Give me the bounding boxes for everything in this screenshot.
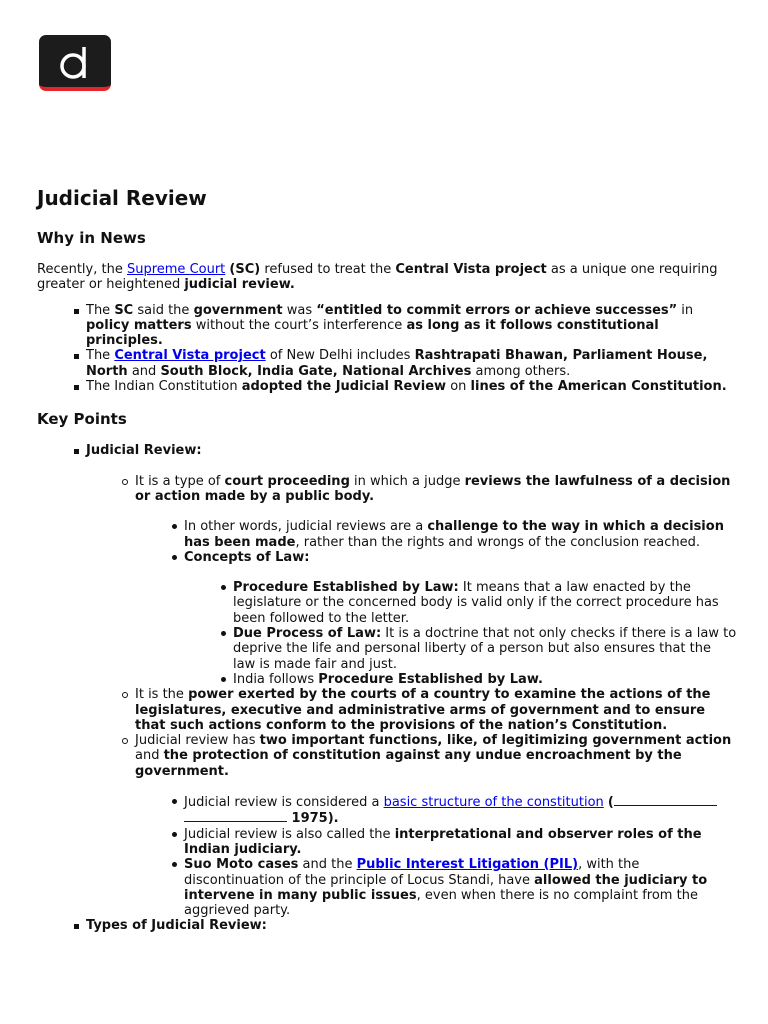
bold-text: two important functions, like, of legitimizing government action <box>259 733 732 749</box>
bold-text: power exerted by the courts of a country to examine the actions of the legislatures, executive and administrative arms of government and to ensure that such actions conform to the provisions of the nation’s Constitution. <box>135 687 711 733</box>
section-heading-key-points: Key Points <box>37 410 127 429</box>
judicial-review-sublist <box>86 474 737 919</box>
list-item <box>184 827 737 858</box>
page-title: Judicial Review <box>37 186 207 210</box>
bold-text: the protection of constitution against any undue encroachment by the government. <box>135 748 682 779</box>
concepts-of-law-list <box>184 580 737 687</box>
list-item <box>184 519 737 550</box>
bold-text: Suo Moto cases <box>184 857 299 873</box>
text: India follows <box>233 671 319 687</box>
bold-text: Concepts of Law: <box>184 549 310 565</box>
intro-paragraph <box>37 262 737 293</box>
text: and <box>127 363 161 379</box>
site-logo[interactable] <box>39 35 111 91</box>
bold-text: Due Process of Law: <box>233 626 382 642</box>
bold-text: government <box>193 302 283 318</box>
bold-text: “entitled to commit errors or achieve successes” <box>316 302 678 318</box>
text: It means that a law enacted by the legislature or the concerned body is valid only if the correct procedure has been followed to the letter. <box>233 580 719 626</box>
text: The <box>86 302 115 318</box>
spacer <box>135 504 737 519</box>
text: was <box>282 302 317 318</box>
bold-text: SC <box>114 302 134 318</box>
bold-text: policy matters <box>86 317 192 333</box>
text: in which a judge <box>349 473 465 489</box>
text: on <box>446 379 471 395</box>
bold-text: Types of Judicial Review: <box>86 918 267 934</box>
case-name-blank-link[interactable] <box>614 794 717 806</box>
case-name-blank-link-2[interactable] <box>184 810 287 822</box>
text: as a unique one requiring greater or heightened <box>37 262 718 293</box>
bold-text: Rashtrapati Bhawan, Parliament House, North <box>86 348 708 379</box>
text: refused to treat the <box>260 262 396 277</box>
text: Judicial review has <box>135 733 260 749</box>
why-in-news-list <box>37 303 737 395</box>
article <box>37 184 737 934</box>
text: , rather than the rights and wrongs of the conclusion reached. <box>295 534 701 550</box>
text: It is the <box>135 687 189 703</box>
spacer <box>184 565 737 580</box>
bold-text: 1975). <box>287 811 339 827</box>
bold-text: adopted the Judicial Review <box>241 379 447 395</box>
bold-text: allowed the judiciary to intervene in many public issues <box>184 872 708 903</box>
nested-list <box>135 794 737 918</box>
bold-text: challenge to the way in which a decision has been made <box>184 519 724 550</box>
text: The Indian Constitution <box>86 379 242 395</box>
spacer <box>135 779 737 794</box>
bold-text: Procedure Established by Law. <box>318 671 543 687</box>
list-item <box>233 626 737 672</box>
text: without the court’s interference <box>191 317 407 333</box>
text: Judicial review is considered a <box>184 795 384 811</box>
text: , even when there is no complaint from the aggrieved party. <box>184 887 698 919</box>
bold-text: South Block, India Gate, National Archives <box>160 363 472 379</box>
link-text: Central Vista project <box>114 348 266 364</box>
list-item <box>135 474 737 688</box>
text: and <box>135 748 164 764</box>
bold-text: (SC) <box>229 262 261 277</box>
bold-text: Procedure Established by Law: <box>233 580 459 596</box>
bold-text: as long as it follows constitutional principles. <box>86 317 659 349</box>
list-item <box>86 379 737 394</box>
list-item <box>233 672 737 687</box>
supreme-court-link[interactable]: Supreme Court <box>126 262 226 277</box>
text: in <box>677 302 694 318</box>
list-item <box>184 550 737 687</box>
list-item <box>86 918 737 933</box>
text: In other words, judicial reviews are a <box>184 519 428 535</box>
text: The <box>86 348 115 364</box>
bold-text: judicial review. <box>184 277 295 293</box>
bold-text: reviews the lawfulness of a decision or action made by a public body. <box>135 473 731 504</box>
basic-structure-link[interactable]: basic structure of the constitution <box>383 795 604 811</box>
nested-list <box>135 519 737 687</box>
text: It is a doctrine that not only checks if there is a law to deprive the life and personal liberty of a person but also ensures that the law is made fair and just. <box>233 626 737 672</box>
list-item <box>184 857 737 918</box>
spacer <box>86 459 737 474</box>
list-item <box>86 348 737 379</box>
text: Recently, the <box>37 262 127 277</box>
bold-text: ( <box>607 795 614 811</box>
list-item <box>135 733 737 918</box>
text: , with the discontinuation of the principle of Locus Standi, have <box>184 857 640 888</box>
bold-text: Judicial Review: <box>86 443 202 459</box>
list-item <box>86 443 737 918</box>
text: among others. <box>471 363 571 379</box>
bold-text: lines of the American Constitution. <box>470 379 727 395</box>
pil-link[interactable] <box>357 857 578 872</box>
bold-text: interpretational and observer roles of the Indian judiciary. <box>184 826 702 857</box>
list-item <box>233 580 737 626</box>
link-text: Public Interest Litigation (PIL) <box>356 857 579 873</box>
key-points-list <box>37 443 737 933</box>
text: said the <box>133 302 194 318</box>
bold-text: court proceeding <box>224 473 350 489</box>
bold-text: Central Vista project <box>395 262 547 277</box>
text: of New Delhi includes <box>265 348 415 364</box>
central-vista-link[interactable] <box>114 348 265 363</box>
text: and the <box>298 857 357 873</box>
list-item <box>86 303 737 349</box>
text: Judicial review is also called the <box>184 826 395 842</box>
section-heading-why-in-news: Why in News <box>37 229 146 247</box>
d-logo-icon <box>39 35 111 87</box>
list-item <box>184 794 737 827</box>
text: It is a type of <box>135 473 225 489</box>
list-item <box>135 687 737 733</box>
